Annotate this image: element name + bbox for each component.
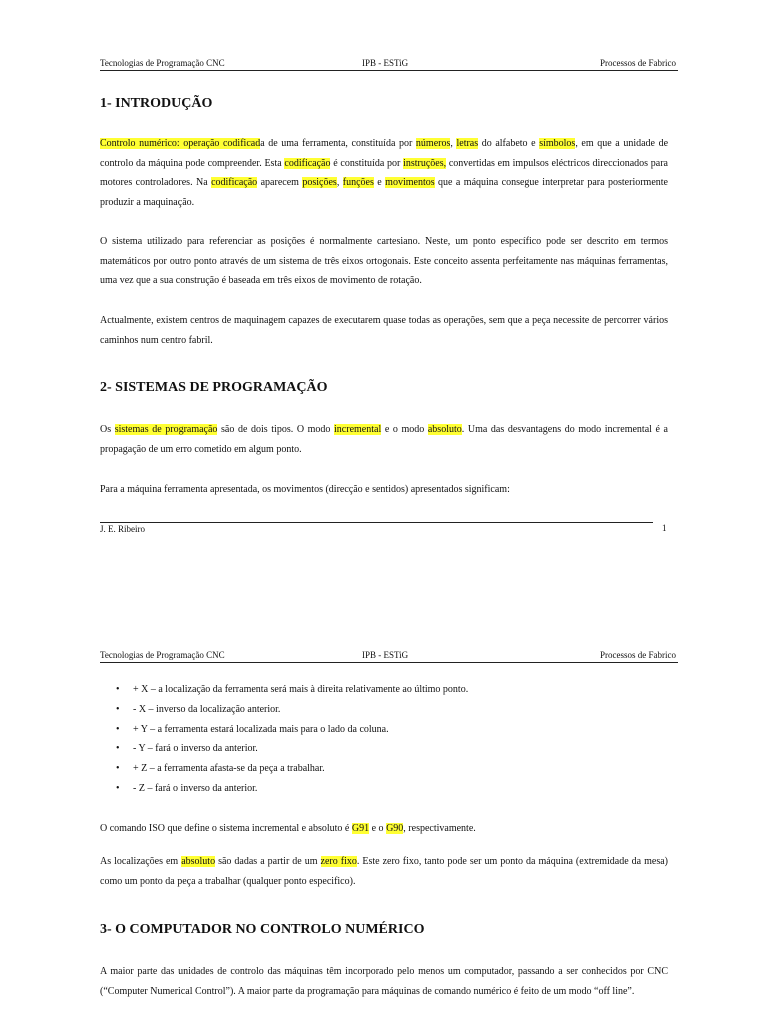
section2-title: 2- SISTEMAS DE PROGRAMAÇÃO [100, 380, 328, 395]
section2-paragraph-2: Para a máquina ferramenta apresentada, os movimentos (direcção e sentidos) apresentados significam: [100, 484, 510, 495]
header-left: Tecnologias de Programação CNC [100, 650, 225, 660]
header-center: IPB - ESTiG [362, 58, 409, 68]
bullet-icon: • [116, 684, 120, 695]
header-rule [100, 662, 678, 663]
section1-title: 1- INTRODUÇÃO [100, 96, 213, 111]
bullet-icon: • [116, 723, 120, 735]
list-item: • + X – a localização da ferramenta será mais à direita relativamente ao último ponto. [100, 680, 660, 700]
header-center: IPB - ESTiG [362, 650, 409, 660]
header-rule [100, 70, 678, 71]
section1-paragraph-1: Controlo numérico: operação codificada de uma ferramenta, constituída por números, letras do alfabeto e símbolos, em que a unidade de controlo da máquina pode compreender. Esta codificação é constituída por instruções, convertidas em impulsos eléctricos direccionados para motores controladores. Na codificação aparecem posições, funções e movimentos que a máquina consegue interpretar para posteriormente produzir a maquinação. [100, 138, 669, 208]
list-item: • - X – inverso da localização anterior. [100, 700, 660, 720]
footer-rule [100, 522, 653, 523]
axis-movement-list [100, 680, 660, 799]
header-left: Tecnologias de Programação CNC [100, 58, 225, 68]
footer-author: J. E. Ribeiro [100, 524, 145, 534]
list-item: • + Y – a ferramenta estará localizada mais para o lado da coluna. [100, 720, 660, 740]
header-right: Processos de Fabrico [600, 650, 676, 660]
list-item: • - Z – fará o inverso da anterior. [100, 779, 660, 799]
bullet-icon: • [116, 782, 120, 794]
section2-paragraph-3: O comando ISO que define o sistema incremental e absoluto é G91 e o G90, respectivamente. [100, 823, 476, 834]
bullet-icon: • [116, 763, 120, 775]
section2-paragraph-4: As localizações em absoluto são dadas a partir de um zero fixo. Este zero fixo, tanto pode ser um ponto da máquina (extremidade da mesa) como um ponto da peça a trabalhar (qualquer ponto especifico). [100, 856, 669, 887]
section3-title: 3- O COMPUTADOR NO CONTROLO NUMÉRICO [100, 922, 425, 937]
section2-paragraph-1: Os sistemas de programação são de dois tipos. O modo incremental e o modo absoluto. Uma das desvantagens do modo incremental é a propagação de um erro cometido em algum ponto. [100, 424, 668, 455]
section3-paragraph-1: A maior parte das unidades de controlo das máquinas têm incorporado pelo menos um computador, passando a ser conhecidos por CNC (“Computer Numerical Control”). A maior parte da programação para máquinas de comando numérico é feito de um modo “off line”. [100, 966, 668, 997]
list-item: • - Y – fará o inverso da anterior. [100, 739, 660, 759]
section1-paragraph-3: Actualmente, existem centros de maquinagem capazes de executarem quase todas as operações, sem que a peça necessite de percorrer vários caminhos num centro fabril. [100, 315, 668, 346]
list-item: • + Z – a ferramenta afasta-se da peça a trabalhar. [100, 759, 660, 779]
bullet-icon: • [116, 703, 120, 715]
header-right: Processos de Fabrico [600, 58, 676, 68]
bullet-icon: • [116, 743, 120, 755]
footer-page-number: 1 [662, 523, 667, 533]
section1-paragraph-2: O sistema utilizado para referenciar as posições é normalmente cartesiano. Neste, um ponto específico pode ser descrito em termos matemáticos por outro ponto através de um sistema de três eixos ortogonais. Este conceito assenta perfeitamente nas máquinas ferramentas, uma vez que a sua construção é baseada em três eixos de movimento de rotação. [100, 236, 668, 286]
